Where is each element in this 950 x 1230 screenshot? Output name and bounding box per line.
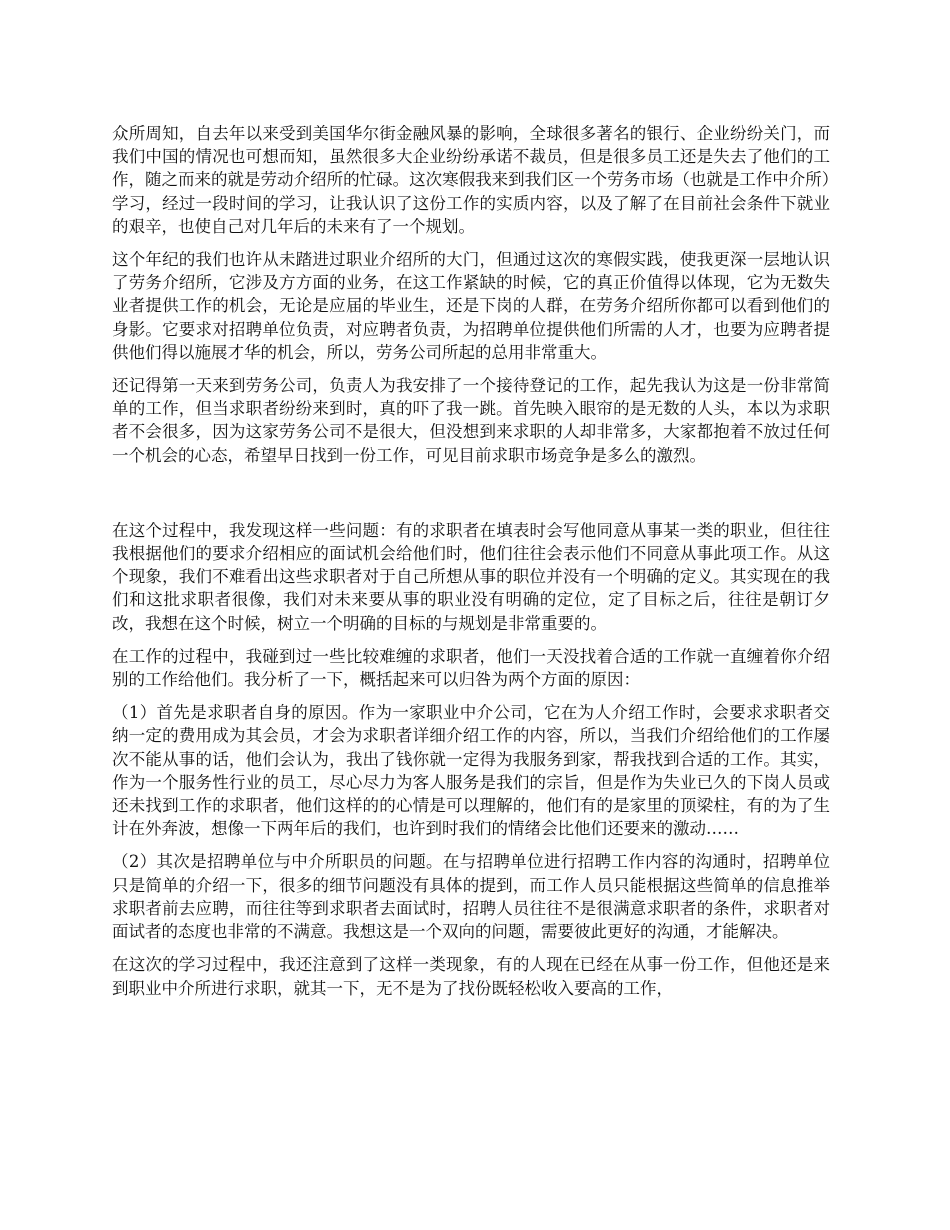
paragraph-5: 在工作的过程中，我碰到过一些比较难缠的求职者，他们一天没找着合适的工作就一直缠着你介绍别的工作给他们。我分析了一下，概括起来可以归咎为两个方面的原因： [112, 646, 830, 690]
paragraph-6: （1）首先是求职者自身的原因。作为一家职业中介公司，它在为人介绍工作时，会要求求职者交纳一定的费用成为其会员，才会为求职者详细介绍工作的内容，所以，当我们介绍给他们的工作屡次不能从事的话，他们会认为，我出了钱你就一定得为我服务到家，帮我找到合适的工作。其实，作为一个服务性行业的员工，尽心尽力为客人服务是我们的宗旨，但是作为失业已久的下岗人员或还未找到工作的求职者，他们这样的的心情是可以理解的，他们有的是家里的顶梁柱，有的为了生计在外奔波，想像一下两年后的我们，也许到时我们的情绪会比他们还要来的激动…… [112, 703, 830, 839]
paragraph-8: 在这次的学习过程中，我还注意到了这样一类现象，有的人现在已经在从事一份工作，但他还是来到职业中介所进行求职，就其一下，无不是为了找份既轻松收入要高的工作， [112, 955, 830, 998]
document-body [112, 122, 830, 1010]
paragraph-7: （2）其次是招聘单位与中介所职员的问题。在与招聘单位进行招聘工作内容的沟通时，招聘单位只是简单的介绍一下，很多的细节问题没有具体的提到，而工作人员只能根据这些简单的信息推举求职者前去应聘，而往往等到求职者去面试时，招聘人员往往不是很满意求职者的条件，求职者对面试者的态度也非常的不满意。我想这是一个双向的问题，需要彼此更好的沟通，才能解决。 [112, 852, 830, 942]
paragraph-1: 众所周知，自去年以来受到美国华尔街金融风暴的影响，全球很多著名的银行、企业纷纷关门，而我们中国的情况也可想而知，虽然很多大企业纷纷承诺不裁员，但是很多员工还是失去了他们的工作，随之而来的就是劳动介绍所的忙碌。这次寒假我来到我们区一个劳务市场（也就是工作中介所）学习，经过一段时间的学习，让我认识了这份工作的实质内容，以及了解了在目前社会条件下就业的艰辛，也使自己对几年后的未来有了一个规划。 [112, 124, 830, 236]
paragraph-4: 在这个过程中，我发现这样一些问题：有的求职者在填表时会写他同意从事某一类的职业，但往往我根据他们的要求介绍相应的面试机会给他们时，他们往往会表示他们不同意从事此项工作。从这个现象，我们不难看出这些求职者对于自己所想从事的职位并没有一个明确的定义。其实现在的我们和这批求职者很像，我们对未来要从事的职业没有明确的定位，定了目标之后，往往是朝订夕改，我想在这个时候，树立一个明确的目标的与规划是非常重要的。 [112, 520, 830, 633]
paragraph-2: 这个年纪的我们也许从未踏进过职业介绍所的大门，但通过这次的寒假实践，使我更深一层地认识了劳务介绍所，它涉及方方面的业务，在这工作紧缺的时候，它的真正价值得以体现，它为无数失业者提供工作的机会，无论是应届的毕业生，还是下岗的人群，在劳务介绍所你都可以看到他们的身影。它要求对招聘单位负责，对应聘者负责，为招聘单位提供他们所需的人才，也要为应聘者提供他们得以施展才华的机会，所以，劳务公司所起的总用非常重大。 [112, 250, 830, 362]
paragraph-3: 还记得第一天来到劳务公司，负责人为我安排了一个接待登记的工作，起先我认为这是一份非常简单的工作，但当求职者纷纷来到时，真的吓了我一跳。首先映入眼帘的是无数的人头，本以为求职者不会很多，因为这家劳务公司不是很大，但没想到来求职的人却非常多，大家都抱着不放过任何一个机会的心态，希望早日找到一份工作，可见目前求职市场竞争是多么的激烈。 [112, 376, 830, 465]
